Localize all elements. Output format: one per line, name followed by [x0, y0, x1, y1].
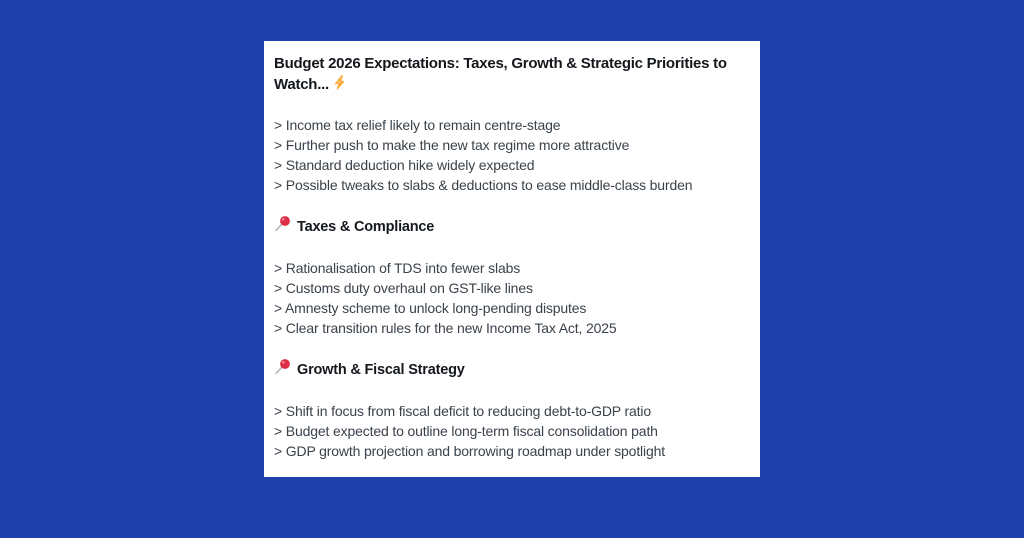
- post-title: [274, 53, 746, 97]
- section-heading-text: Growth & Fiscal Strategy: [297, 361, 465, 378]
- section-heading-text: Taxes & Compliance: [297, 218, 435, 235]
- post-card: [264, 41, 760, 477]
- bullet-line: > Shift in focus from fiscal deficit to reducing debt-to-GDP ratio: [274, 403, 651, 419]
- taxes-compliance-bullet-list: [274, 258, 750, 338]
- bullet-line: > Income tax relief likely to remain centre-stage: [274, 117, 561, 133]
- post-title-text: Budget 2026 Expectations: Taxes, Growth & Strategic Priorities to Watch...: [274, 55, 727, 93]
- section-heading-taxes-compliance: [274, 215, 750, 238]
- pushpin-icon: [274, 215, 291, 238]
- bullet-line: > GDP growth projection and borrowing roadmap under spotlight: [274, 443, 665, 459]
- intro-bullet-list: [274, 115, 750, 195]
- lightning-bolt-icon: [332, 75, 347, 97]
- bullet-line: > Rationalisation of TDS into fewer slabs: [274, 260, 521, 276]
- section-heading-growth-fiscal-strategy: [274, 358, 750, 381]
- bullet-line: > Clear transition rules for the new Income Tax Act, 2025: [274, 320, 617, 336]
- bullet-line: > Standard deduction hike widely expected: [274, 157, 535, 173]
- bullet-line: > Amnesty scheme to unlock long-pending disputes: [274, 300, 587, 316]
- growth-fiscal-bullet-list: [274, 401, 750, 461]
- bullet-line: > Possible tweaks to slabs & deductions to ease middle-class burden: [274, 177, 693, 193]
- bullet-line: > Budget expected to outline long-term fiscal consolidation path: [274, 423, 658, 439]
- pushpin-icon: [274, 358, 291, 381]
- bullet-line: > Further push to make the new tax regime more attractive: [274, 137, 630, 153]
- bullet-line: > Customs duty overhaul on GST-like lines: [274, 280, 533, 296]
